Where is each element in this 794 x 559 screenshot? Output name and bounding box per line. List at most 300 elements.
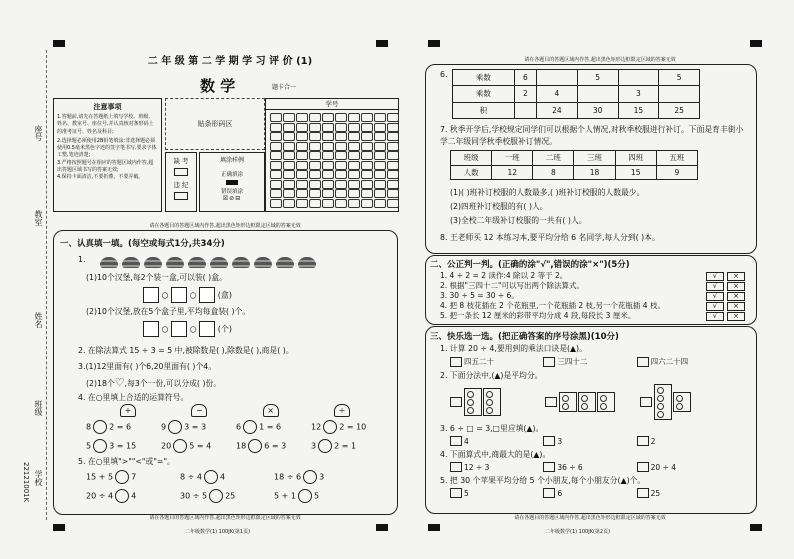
seat-bubble[interactable] — [374, 189, 386, 198]
name-side-label: 姓名 — [34, 312, 43, 328]
table-cell: 积 — [453, 102, 515, 118]
paper-label: 题卡合一 — [272, 84, 297, 91]
apple-icon — [467, 407, 474, 414]
seat-bubble[interactable] — [283, 113, 295, 122]
q8-text: 8. 王老师买 12 本练习本,要平均分给 6 名同学,每人分到( )本。 — [440, 233, 660, 242]
apple-icon — [486, 399, 493, 406]
seat-bubble[interactable] — [348, 189, 360, 198]
apple-icon — [600, 403, 607, 410]
table-cell[interactable] — [537, 70, 578, 86]
seat-bubble[interactable] — [361, 199, 373, 208]
table-cell: 9 — [656, 165, 697, 180]
table-row — [453, 86, 700, 102]
seat-bubble[interactable] — [309, 132, 321, 141]
seat-bubble[interactable] — [296, 170, 308, 179]
seat-bubble[interactable] — [361, 123, 373, 132]
seat-bubble[interactable] — [348, 180, 360, 189]
q4-grid — [86, 420, 386, 458]
seat-bubble[interactable] — [374, 161, 386, 170]
q3b-pre: (2)18个 — [86, 379, 115, 388]
seat-bubble[interactable] — [309, 151, 321, 160]
q4-item — [86, 420, 161, 434]
seat-bubble[interactable] — [335, 161, 347, 170]
seat-bubble[interactable] — [374, 180, 386, 189]
seat-bubble[interactable] — [296, 132, 308, 141]
exam-title: 二 年 级 第 二 学 期 学 习 评 价 (1) — [147, 56, 313, 67]
seat-bubble[interactable] — [361, 161, 373, 170]
s3-q5-text: 5. 把 30 个苹果平均分给 5 个小朋友,每个小朋友分(▲)个。 — [440, 476, 646, 485]
q5-right: 5 — [313, 491, 320, 501]
seat-bubble[interactable] — [296, 151, 308, 160]
judge-bubbles — [706, 271, 745, 281]
seat-bubble[interactable] — [309, 142, 321, 151]
true-option[interactable]: √ — [706, 312, 724, 321]
option-bubble-A[interactable] — [450, 397, 462, 407]
seat-bubble[interactable] — [361, 180, 373, 189]
school-side-label: 学校 — [34, 470, 43, 486]
judge-bubbles — [706, 301, 745, 311]
seat-bubble[interactable] — [270, 199, 282, 208]
false-option[interactable]: × — [727, 302, 745, 311]
table-cell: 乘数 — [453, 70, 515, 86]
seat-bubble[interactable] — [361, 189, 373, 198]
q1a-text: (1)10个汉堡,每2个装一盒,可以装( )盒。 — [86, 273, 227, 282]
seat-bubble[interactable] — [322, 170, 334, 179]
seat-bubble[interactable] — [322, 180, 334, 189]
seat-bubble[interactable] — [322, 161, 334, 170]
choice-option[interactable] — [543, 356, 636, 367]
seat-bubble[interactable] — [322, 151, 334, 160]
seat-bubble[interactable] — [348, 142, 360, 151]
operator-circle[interactable] — [93, 439, 107, 453]
burger-icon — [254, 257, 272, 268]
q4-row — [86, 420, 386, 434]
operator-circle[interactable] — [173, 439, 187, 453]
table-cell: 30 — [577, 102, 618, 118]
option-bubble-C[interactable] — [640, 397, 652, 407]
true-option[interactable]: √ — [706, 292, 724, 301]
seat-bubble[interactable] — [283, 151, 295, 160]
q1a-equation: ○ ○ (盒) — [143, 287, 232, 303]
seat-bubble[interactable] — [270, 113, 282, 122]
strip-notice-right: 请在各题目的答题区域内作答,超出黑色矩形边框限定区域的答案无效 — [524, 57, 676, 63]
choice-option[interactable] — [637, 462, 730, 472]
seat-bubble[interactable] — [283, 132, 295, 141]
seat-bubble[interactable] — [270, 123, 282, 132]
grouping-option[interactable] — [450, 383, 545, 421]
table-cell: 5 — [577, 70, 618, 86]
seat-bubble[interactable] — [387, 161, 399, 170]
seat-bubble[interactable] — [335, 199, 347, 208]
compare-circle[interactable] — [115, 489, 129, 503]
class-side-label: 班级 — [34, 400, 43, 416]
seat-bubble[interactable] — [296, 142, 308, 151]
choice-option[interactable] — [450, 462, 543, 472]
option-text: 12 ÷ 3 — [464, 462, 490, 472]
grouping-option[interactable] — [545, 383, 640, 421]
seat-bubble[interactable] — [348, 161, 360, 170]
strip-notice-right-bottom: 请在各题目的答题区域内作答,超出黑色矩形边框限定区域的答案无效 — [514, 515, 666, 521]
seat-bubble[interactable] — [361, 113, 373, 122]
table-cell: 乘数 — [453, 86, 515, 102]
option-text: 三四十二 — [557, 357, 588, 366]
judge-bubbles — [706, 281, 745, 291]
q1-number: 1. — [78, 255, 86, 264]
seat-bubble-row — [269, 151, 396, 161]
false-option[interactable]: × — [727, 272, 745, 281]
seat-bubble[interactable] — [283, 189, 295, 198]
seat-bubble[interactable] — [322, 132, 334, 141]
apple-group-box — [483, 388, 501, 416]
seat-bubble[interactable] — [335, 170, 347, 179]
seat-bubble[interactable] — [270, 189, 282, 198]
apple-icon — [486, 391, 493, 398]
violation-label: 违 纪 — [173, 181, 189, 189]
seat-bubble[interactable] — [270, 151, 282, 160]
true-option[interactable]: √ — [706, 302, 724, 311]
option-bubble-A[interactable] — [450, 436, 462, 446]
seat-bubble[interactable] — [296, 199, 308, 208]
q4-item — [236, 420, 311, 434]
seat-bubble[interactable] — [322, 189, 334, 198]
correct-fill-sample — [226, 180, 238, 185]
seat-bubble[interactable] — [387, 142, 399, 151]
seat-bubble[interactable] — [309, 113, 321, 122]
judge-text: 4. 把 8 枝花插在 2 个花瓶里,一个花瓶插 2 枝,另一个花瓶插 4 枝。 — [440, 301, 665, 310]
seat-bubble[interactable] — [387, 123, 399, 132]
seat-bubble[interactable] — [387, 189, 399, 198]
table-row — [453, 102, 700, 118]
choice-option[interactable] — [543, 488, 636, 498]
option-bubble-C[interactable] — [637, 462, 649, 472]
option-bubble-B[interactable] — [543, 357, 555, 367]
strip-notice: 请在各题目的答题区域内作答,超出黑色矩形边框限定区域的答案无效 — [149, 223, 301, 229]
q7-text: 7. 秋季开学后,学校规定同学们可以根据个人情况,对秋季校服进行补订。下面是育丰街小学二年级同学秋季校服补订情况。 — [440, 125, 744, 146]
operator-circle[interactable] — [93, 420, 107, 434]
seat-bubble[interactable] — [270, 180, 282, 189]
option-bubble-A[interactable] — [450, 357, 462, 367]
seat-bubble[interactable] — [309, 123, 321, 132]
seat-bubble[interactable] — [348, 113, 360, 122]
table-cell: 8 — [533, 165, 574, 180]
s3-q1-text: 1. 计算 20 ÷ 4,要用到的乘法口诀是(▲)。 — [440, 344, 587, 353]
notice-item: 3.严格按照题号在相应的答题区域内作答,超出答题区域书写的答案无效; — [57, 159, 154, 173]
seat-bubble[interactable] — [296, 161, 308, 170]
seat-bubble[interactable] — [387, 132, 399, 141]
burger-icon — [100, 257, 118, 268]
table-cell: 24 — [537, 102, 578, 118]
table-cell[interactable] — [577, 86, 618, 102]
table-cell: 三班 — [574, 151, 615, 166]
q6-number: 6. — [440, 70, 448, 79]
seat-bubble[interactable] — [335, 189, 347, 198]
seat-bubble[interactable] — [309, 161, 321, 170]
seat-bubble[interactable] — [283, 180, 295, 189]
apple-icon — [562, 403, 569, 410]
table-cell: 6 — [514, 70, 536, 86]
q4-item — [86, 439, 161, 453]
table-cell: 四班 — [615, 151, 656, 166]
seat-bubble[interactable] — [374, 199, 386, 208]
seat-bubble[interactable] — [387, 180, 399, 189]
seat-bubble[interactable] — [361, 132, 373, 141]
registration-mark — [428, 40, 440, 47]
choice-option[interactable] — [543, 436, 636, 446]
q4-item — [236, 439, 311, 453]
q4-right: 2 = 6 — [109, 422, 132, 432]
q5-right: 4 — [219, 472, 226, 482]
seat-bubble[interactable] — [270, 142, 282, 151]
barcode-area: 贴条形码区 — [165, 98, 265, 150]
q4-left: 12 — [311, 422, 322, 432]
seat-bubble[interactable] — [322, 142, 334, 151]
seat-bubble[interactable] — [309, 189, 321, 198]
apple-icon — [467, 391, 474, 398]
seat-bubble[interactable] — [322, 123, 334, 132]
seat-bubble[interactable] — [361, 170, 373, 179]
apple-icon — [486, 407, 493, 414]
seat-bubble[interactable] — [374, 113, 386, 122]
operator-mushroom-icon: × — [263, 404, 279, 417]
burger-icon — [210, 257, 228, 268]
seat-bubble[interactable] — [283, 170, 295, 179]
seat-bubble[interactable] — [335, 151, 347, 160]
q5-right: 25 — [225, 491, 236, 501]
seat-bubble-row — [269, 189, 396, 199]
seat-bubble[interactable] — [335, 132, 347, 141]
wrong-fill-label: 错误填涂 — [220, 189, 243, 195]
q5-grid — [86, 470, 386, 508]
table-cell[interactable] — [618, 70, 659, 86]
true-option[interactable]: √ — [706, 282, 724, 291]
operator-circle[interactable] — [168, 420, 182, 434]
seat-bubble[interactable] — [270, 170, 282, 179]
absent-label: 缺 考 — [173, 157, 189, 165]
option-text: 36 ÷ 6 — [557, 462, 583, 472]
false-option[interactable]: × — [727, 282, 745, 291]
fill-example-title: 填涂样例 — [219, 157, 244, 164]
apple-icon — [657, 411, 664, 418]
option-text: 3 — [557, 436, 563, 446]
seat-bubble[interactable] — [335, 180, 347, 189]
q3b-text — [86, 376, 221, 389]
choice-option[interactable] — [450, 488, 543, 498]
option-text: 2 — [650, 436, 656, 446]
answer-box[interactable] — [143, 321, 159, 337]
registration-mark — [376, 524, 388, 531]
apple-icon — [581, 395, 588, 402]
seat-bubble[interactable] — [361, 142, 373, 151]
answer-box[interactable] — [199, 287, 215, 303]
compare-circle[interactable] — [115, 470, 129, 484]
s3-q4-text: 4. 下面算式中,商最大的是(▲)。 — [440, 450, 551, 459]
burger-row — [100, 253, 320, 272]
seat-bubble[interactable] — [309, 170, 321, 179]
choice-option[interactable] — [637, 436, 730, 446]
q2-text: 2. 在除法算式 15 ÷ 3 = 5 中,被除数是( ),除数是( ),商是( )。 — [78, 346, 294, 355]
absent-checkbox[interactable] — [174, 168, 188, 176]
answer-box[interactable] — [171, 287, 187, 303]
q4-right: 3 = 15 — [109, 441, 137, 451]
seat-bubble[interactable] — [348, 123, 360, 132]
section2-title: 二、公正判一判。(正确的涂"√",错误的涂"×")(5分) — [430, 260, 630, 270]
seat-bubble[interactable] — [296, 123, 308, 132]
apple-icon — [657, 403, 664, 410]
judge-item — [440, 271, 745, 281]
answer-box[interactable] — [199, 321, 215, 337]
option-bubble-B[interactable] — [543, 436, 555, 446]
seat-bubble[interactable] — [348, 151, 360, 160]
seat-bubble[interactable] — [283, 199, 295, 208]
judge-text: 3. 30 ÷ 5 = 30 ÷ 6。 — [440, 291, 519, 300]
s3-q3-text: 3. 6 ÷ □ = 3,□里应填(▲)。 — [440, 424, 544, 433]
option-bubble-B[interactable] — [543, 488, 555, 498]
option-text: 25 — [650, 488, 661, 498]
section1-title: 一、认真填一填。(每空或每式1分,共34分) — [60, 239, 225, 249]
s3-q2-options — [450, 383, 740, 421]
seat-bubble[interactable] — [374, 142, 386, 151]
apple-icon — [657, 387, 664, 394]
seat-bubble[interactable] — [335, 142, 347, 151]
seat-bubble[interactable] — [348, 132, 360, 141]
seat-bubble[interactable] — [374, 151, 386, 160]
seat-bubble[interactable] — [309, 180, 321, 189]
seat-bubble[interactable] — [361, 151, 373, 160]
table-cell: 3 — [618, 86, 659, 102]
answer-box[interactable] — [171, 321, 187, 337]
seat-bubble[interactable] — [387, 113, 399, 122]
q1b-equation: ○ ○ (个) — [143, 321, 232, 337]
seat-bubble[interactable] — [283, 123, 295, 132]
option-bubble-A[interactable] — [450, 462, 462, 472]
q5-item — [180, 489, 274, 503]
apple-group-box — [464, 388, 482, 416]
false-option[interactable]: × — [727, 312, 745, 321]
q7-1-text: (1)( )班补订校服的人数最多,( )班补订校服的人数最少。 — [450, 188, 645, 197]
option-bubble-B[interactable] — [543, 462, 555, 472]
choice-option[interactable] — [450, 436, 543, 446]
q4-right: 1 = 6 — [259, 422, 282, 432]
table-cell: 五班 — [656, 151, 697, 166]
seat-bubble-row — [269, 123, 396, 133]
q5-right: 3 — [319, 472, 325, 482]
burger-icon — [122, 257, 140, 268]
seat-bubble[interactable] — [374, 123, 386, 132]
grouping-option[interactable] — [640, 383, 735, 421]
false-option[interactable]: × — [727, 292, 745, 301]
s3-q2-text: 2. 下面分法中,(▲)是平均分。 — [440, 371, 543, 380]
seat-bubble[interactable] — [270, 161, 282, 170]
q4-right: 2 = 10 — [339, 422, 367, 432]
seat-bubble[interactable] — [296, 113, 308, 122]
operator-mushroom-icon: ÷ — [334, 404, 350, 417]
q4-text: 4. 在○里填上合适的运算符号。 — [78, 393, 189, 402]
table-cell[interactable] — [659, 86, 700, 102]
seat-bubble[interactable] — [270, 132, 282, 141]
q1b-text: (2)10个汉堡,放在5个盒子里,平均每盒装( )个。 — [86, 307, 251, 316]
operator-circle[interactable] — [323, 420, 337, 434]
operator-circle[interactable] — [318, 439, 332, 453]
q4-right: 5 = 4 — [189, 441, 212, 451]
choice-option[interactable] — [637, 356, 730, 367]
true-option[interactable]: √ — [706, 272, 724, 281]
notice-item: 4.保持卡面清洁,不要折叠、不要弄破。 — [57, 174, 144, 180]
seat-bubble-area[interactable] — [266, 110, 398, 208]
option-bubble-C[interactable] — [637, 488, 649, 498]
burger-icon — [232, 257, 250, 268]
q4-right: 3 = 3 — [184, 422, 207, 432]
seat-bubble[interactable] — [296, 180, 308, 189]
seat-bubble[interactable] — [322, 113, 334, 122]
table-row — [451, 165, 698, 180]
seat-bubble[interactable] — [374, 132, 386, 141]
option-bubble-C[interactable] — [637, 436, 649, 446]
fill-example-box — [199, 152, 265, 212]
option-bubble-A[interactable] — [450, 488, 462, 498]
table-cell: 2 — [514, 86, 536, 102]
seat-bubble[interactable] — [335, 113, 347, 122]
violation-checkbox[interactable] — [174, 192, 188, 200]
answer-box[interactable] — [143, 287, 159, 303]
option-bubble-B[interactable] — [545, 397, 557, 407]
burger-icon — [276, 257, 294, 268]
compare-circle[interactable] — [204, 470, 218, 484]
q4-item — [161, 420, 236, 434]
choice-option[interactable] — [543, 462, 636, 472]
choice-option[interactable] — [450, 356, 543, 367]
seat-bubble[interactable] — [283, 142, 295, 151]
compare-circle[interactable] — [303, 470, 317, 484]
operator-circle[interactable] — [248, 439, 262, 453]
compare-circle[interactable] — [298, 489, 312, 503]
table-cell: 15 — [618, 102, 659, 118]
seat-bubble-row — [269, 142, 396, 152]
registration-mark — [53, 524, 65, 531]
seat-number-grid — [265, 98, 399, 212]
compare-circle[interactable] — [209, 489, 223, 503]
q5-left: 20 ÷ 4 — [86, 491, 114, 501]
table-cell: 15 — [615, 165, 656, 180]
table-cell[interactable] — [514, 102, 536, 118]
judge-list — [440, 271, 745, 321]
seat-bubble[interactable] — [374, 170, 386, 179]
room-side-label: 教室 — [34, 210, 43, 226]
operator-circle[interactable] — [243, 420, 257, 434]
choice-option[interactable] — [637, 488, 730, 498]
seat-bubble[interactable] — [348, 199, 360, 208]
apple-group-box — [673, 392, 691, 412]
seat-bubble[interactable] — [283, 161, 295, 170]
seat-bubble[interactable] — [387, 151, 399, 160]
apple-group-box — [654, 384, 672, 420]
q5-text: 5. 在○里填">""<"或"="。 — [78, 457, 175, 466]
judge-item — [440, 291, 745, 301]
option-bubble-C[interactable] — [637, 357, 649, 367]
notice-item: 2.选择题必须使用2B铅笔填涂;非选择题必须使用0.5毫米黑色字迹的签字笔书写,要求字体工整,笔迹清楚; — [57, 137, 157, 159]
seat-bubble[interactable] — [296, 189, 308, 198]
seat-bubble[interactable] — [348, 170, 360, 179]
seat-bubble[interactable] — [335, 123, 347, 132]
seat-bubble[interactable] — [387, 170, 399, 179]
seat-bubble[interactable] — [309, 199, 321, 208]
q4-left: 20 — [161, 441, 172, 451]
notice-title: 注意事项 — [93, 103, 122, 111]
seat-bubble[interactable] — [387, 199, 399, 208]
judge-text: 2. 根据"三四十二"可以写出两个除法算式。 — [440, 281, 584, 290]
seat-bubble[interactable] — [322, 199, 334, 208]
seat-grid-title: 学号 — [266, 99, 398, 110]
registration-mark — [750, 524, 762, 531]
